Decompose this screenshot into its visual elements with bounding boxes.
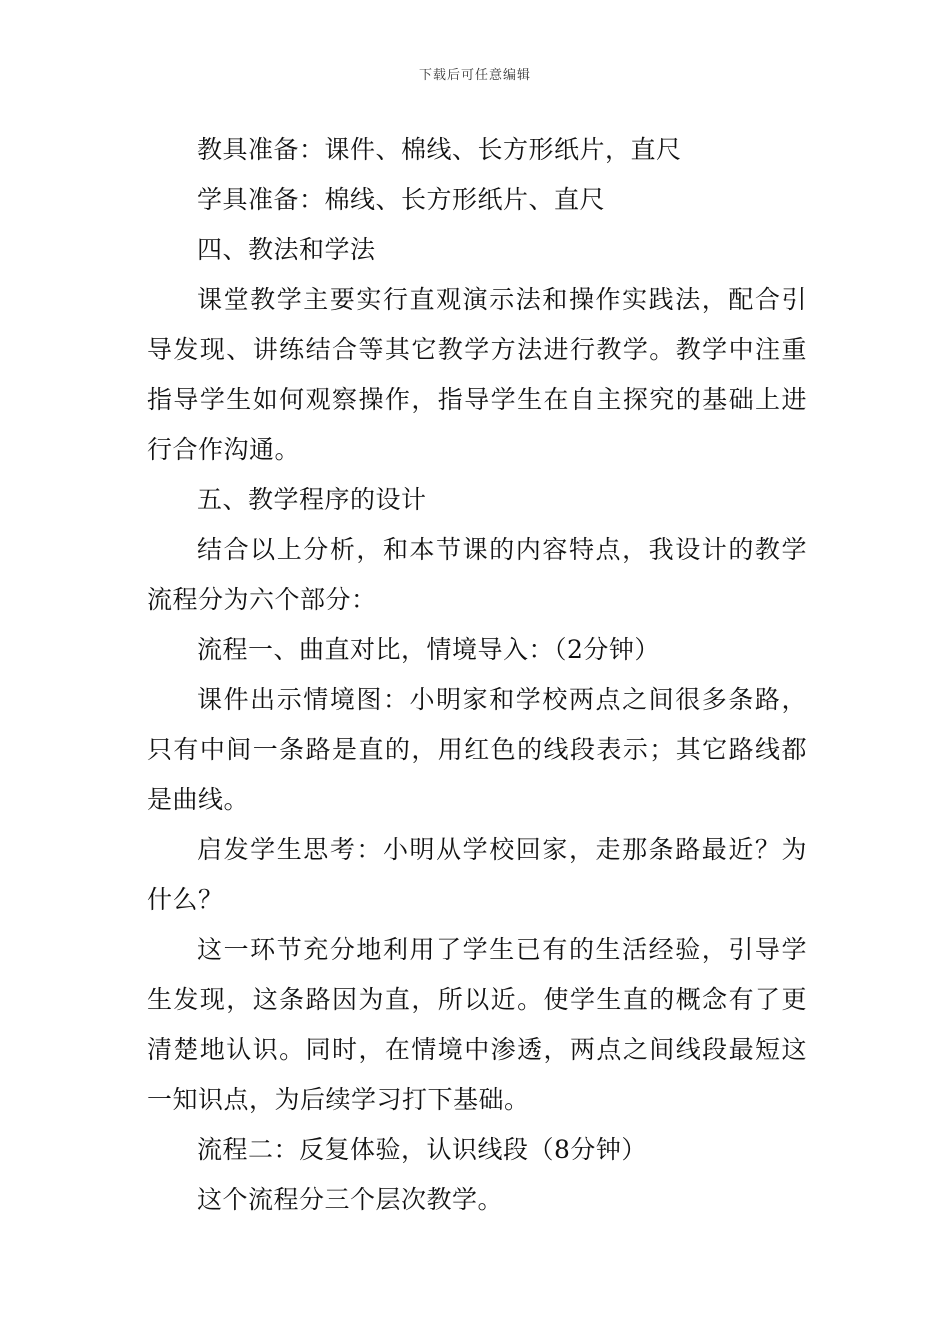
section-heading-procedure: 五、教学程序的设计: [197, 485, 427, 514]
page-header: 下载后可任意编辑: [418, 68, 531, 83]
paragraph-step1-analysis: 这一环节充分地利用了学生已有的生活经验，引导学生发现，这条路因为直，所以近。使学生直的概念有了更清楚地认识。同时，在情境中渗透，两点之间线段最短这一知识点，为后续学习打下基础。: [147, 935, 807, 1114]
step-heading-2: 流程二：反复体验，认识线段（8分钟）: [197, 1135, 647, 1164]
paragraph-teaching-aids: 教具准备：课件、棉线、长方形纸片，直尺: [197, 135, 682, 164]
step-heading-1: 流程一、曲直对比，情境导入：（2分钟）: [197, 635, 660, 664]
paragraph-learning-aids: 学具准备：棉线、长方形纸片、直尺: [197, 185, 606, 214]
paragraph-step2-intro: 这个流程分三个层次教学。: [197, 1185, 504, 1214]
paragraph-procedure-intro: 结合以上分析，和本节课的内容特点，我设计的教学流程分为六个部分：: [147, 535, 807, 614]
section-heading-methods: 四、教法和学法: [197, 235, 376, 264]
paragraph-step1-scene: 课件出示情境图：小明家和学校两点之间很多条路，只有中间一条路是直的，用红色的线段表示；其它路线都是曲线。: [147, 685, 807, 814]
paragraph-step1-question: 启发学生思考：小明从学校回家，走那条路最近？为什么？: [147, 835, 807, 914]
paragraph-methods: 课堂教学主要实行直观演示法和操作实践法，配合引导发现、讲练结合等其它教学方法进行教学。教学中注重指导学生如何观察操作，指导学生在自主探究的基础上进行合作沟通。: [147, 285, 807, 464]
document-body: [147, 125, 807, 1225]
